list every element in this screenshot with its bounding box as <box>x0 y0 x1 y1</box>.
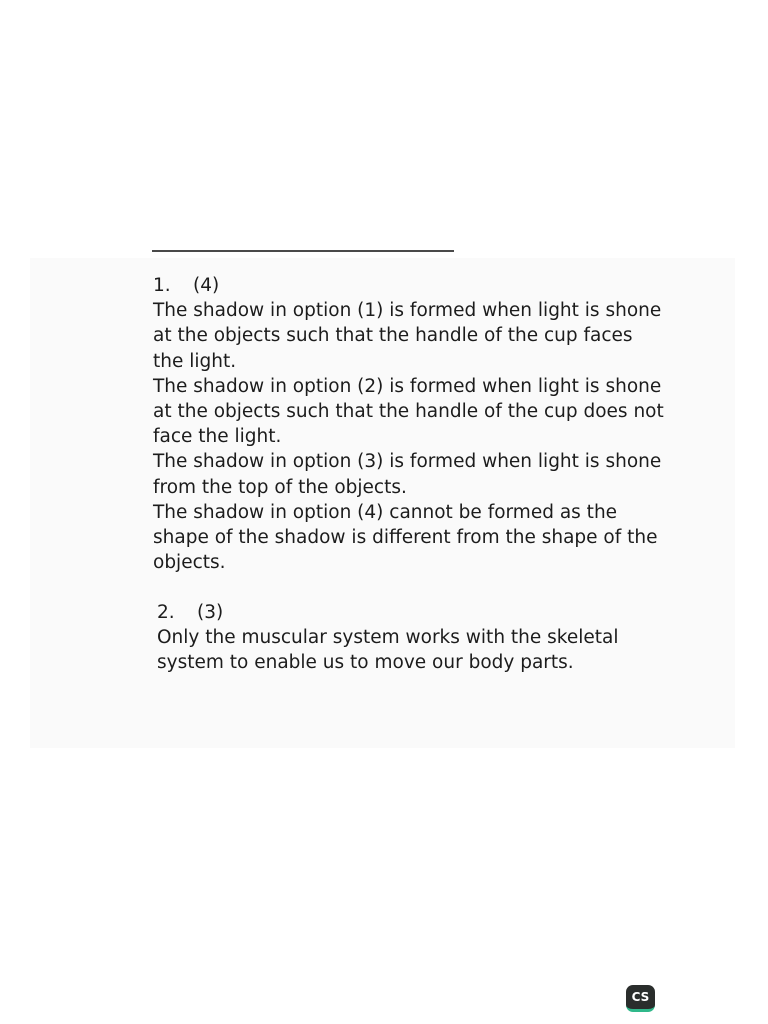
answer-1-line: The shadow in option (1) is formed when light is shone <box>153 300 662 322</box>
answer-1-line: The shadow in option (3) is formed when light is shone <box>153 451 662 473</box>
answer-1-line: at the objects such that the handle of the cup does not <box>153 401 664 423</box>
answer-2-heading <box>157 600 717 625</box>
answer-1-line: The shadow in option (2) is formed when light is shone <box>153 375 662 397</box>
answer-1-line: at the objects such that the handle of the cup faces <box>153 325 633 347</box>
top-divider-line <box>152 250 454 252</box>
answer-2-choice: (3) <box>197 602 224 623</box>
answer-1-line: face the light. <box>153 426 282 448</box>
answer-2-line: system to enable us to move our body parts. <box>157 652 574 674</box>
answer-1 <box>153 273 713 575</box>
answer-1-line: the light. <box>153 350 237 372</box>
answer-1-heading <box>153 273 713 298</box>
answer-2-number: 2. <box>157 602 175 623</box>
camscanner-logo-icon: CS <box>626 985 655 1012</box>
answer-1-line: from the top of the objects. <box>153 476 407 498</box>
answer-2-line: Only the muscular system works with the skeletal <box>157 627 619 649</box>
answer-1-choice: (4) <box>193 275 220 296</box>
answer-1-line: shape of the shadow is different from the shape of the <box>153 527 658 549</box>
answer-2 <box>157 600 717 676</box>
answer-1-number: 1. <box>153 275 171 296</box>
answer-1-line: objects. <box>153 552 226 574</box>
answer-1-line: The shadow in option (4) cannot be formed as the <box>153 501 618 523</box>
